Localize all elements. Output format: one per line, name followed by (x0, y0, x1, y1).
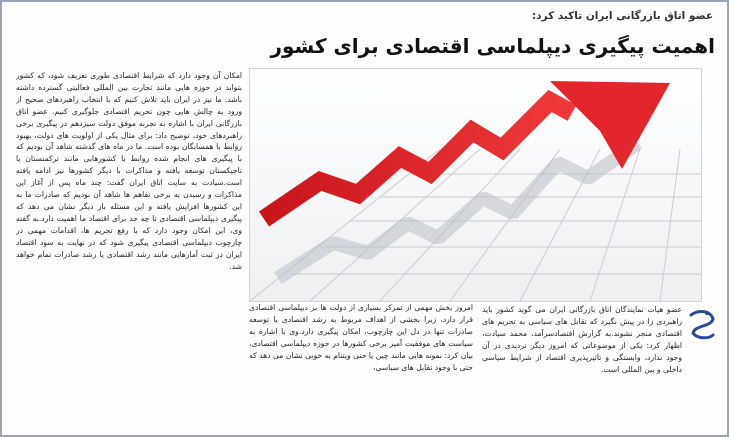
column-left-text: امکان آن وجود دارد که شرایط اقتصادی طوری تعریف شود، که کشور بتواند در حوزه هایی مانند تجارت بین المللی فعالیتی گسترده داشته باشد. ما نیز در ایران باید تلاش کنیم که با انتخاب راهبردهای صحیح از ورود به چالش هایی چون تحریم اقتصادی جلوگیری کنیم. عضو اتاق بازرگانی ایران با اشاره به تجربه موفق دولت سیزدهم در پیگیری برخی راهبردهای خود، توضیح داد: برای مثال یکی از اولویت های دولت، بهبود روابط با همسایگان بوده است. ما در ماه های گذشته شاهد آن بودیم که با پیگیری های انجام شده روابط با کشورهایی مانند ترکمنستان یا تاجیکستان توسعه یافته و مذاکرات با دیگر کشورها نیز ادامه یافته است.سیادت به سایت اتاق ایران گفت: چند ماه پس از آغاز این مذاکرات و رسیدن به برخی تفاهم ها شاهد آن بودیم که صادرات ما به این کشورها افزایش یافته و این مسئله بار دیگر نشان می دهد که پیگیری دیپلماسی اقتصادی تا چه حد برای اقتصاد ما اهمیت دارد.به گفته وی، این امکان وجود دارد که با رفع تحریم ها، اقدامات مهمی در چارچوب دیپلماسی اقتصادی پیگیری شود که در نهایت به سود اقتصاد ایران در ثبت آمارهایی مانند رشد اقتصادی یا رشد صادرات تمام خواهد شد. (16, 71, 242, 271)
article-headline: اهمیت پیگیری دیپلماسی اقتصادی برای کشور (270, 34, 715, 58)
sarámad-logo-icon (685, 305, 719, 345)
article-column-middle (249, 302, 473, 430)
article-photo (249, 68, 702, 302)
article-column-right (482, 304, 682, 430)
column-middle-text: امروز بخش مهمی از تمرکز بسیاری از دولت ها بر دیپلماسی اقتصادی قرار دارد، زیرا بخشی از اهداف مربوط به رشد اقتصادی یا توسعه صادرات تنها در دل این چارچوب، امکان پیگیری دارد.وی با اشاره به سیاست های موفقیت آمیز برخی کشورها در حوزه دیپلماسی اقتصادی، بیان کرد: نمونه هایی مانند چین یا حتی ویتنام به خوبی نشان می دهد که حتی با وجود تقابل های سیاسی، (249, 303, 473, 372)
rising-arrow-image (250, 69, 701, 301)
publication-logo (685, 305, 719, 345)
article-kicker: عضو اتاق بازرگانی ایران تاکید کرد: (531, 10, 713, 22)
article-column-left (16, 70, 242, 430)
column-right-text: عضو هیات نمایندگان اتاق بازرگانی ایران می گوید کشور باید راهبردی را در پیش بگیرد که تقابل های سیاسی به تحریم های اقتصادی منجر نشوند.به گزارش اقتصادسرآمد، محمد سیادت، اظهار کرد: یکی از موضوعاتی که امروز دیگر تردیدی در آن وجود ندارد، وابستگی و تاثیرپذیری اقتصاد از شرایط سیاسی داخلی و بین المللی است. (482, 305, 682, 374)
